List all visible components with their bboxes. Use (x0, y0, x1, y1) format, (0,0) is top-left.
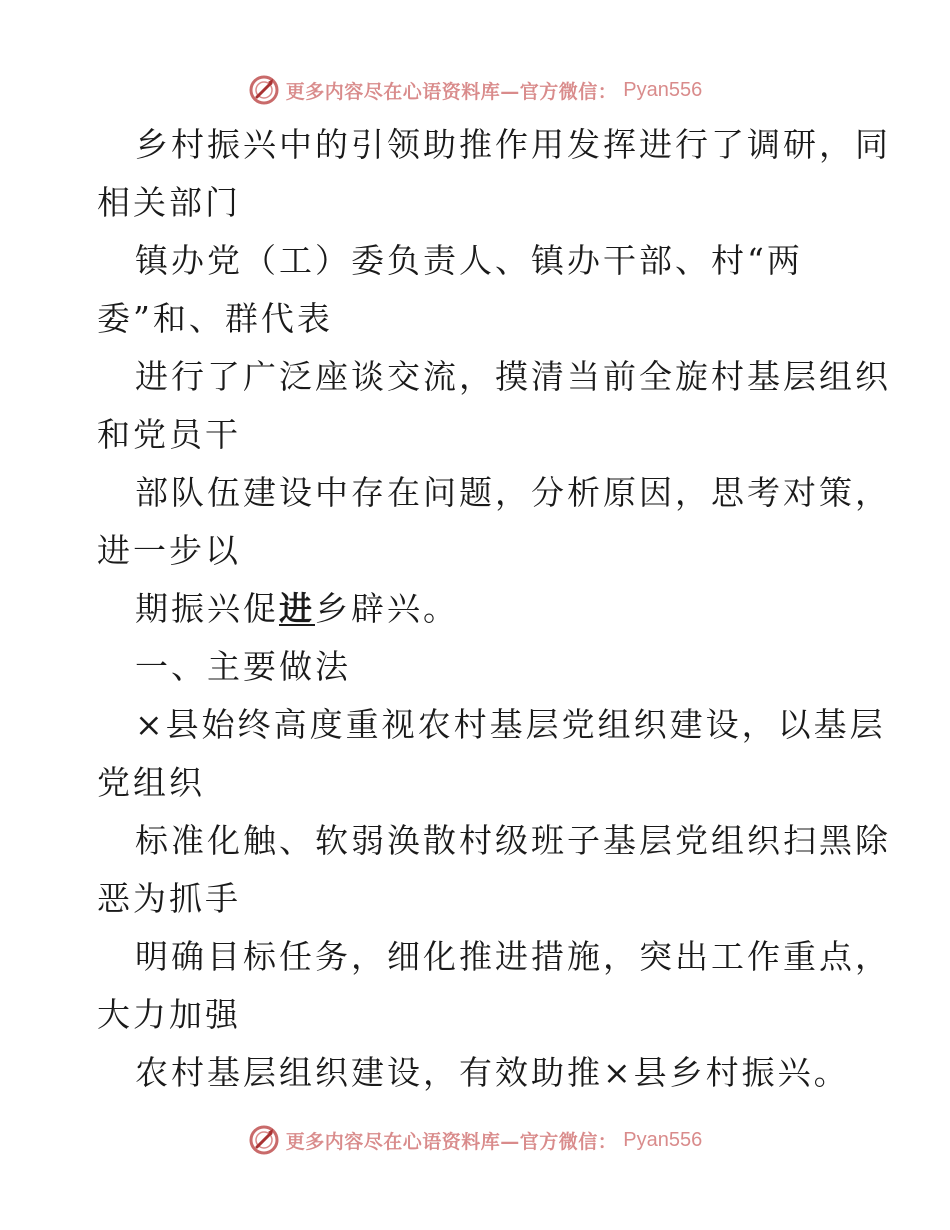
seal-logo-icon (248, 1124, 280, 1156)
text-line: 明确目标任务，细化推进措施，突出工作重点， (135, 937, 891, 976)
text-line-with-highlight (97, 580, 857, 638)
text-line: 恶为抓手 (97, 879, 241, 918)
watermark-text: 更多内容尽在心语资料库—官方微信： (285, 80, 618, 103)
text-segment: 乡辟兴。 (315, 589, 459, 628)
text-line: 委”和、群代表 (97, 299, 333, 338)
text-line: 乡村振兴中的引领助推作用发挥进行了调研，同 (135, 125, 891, 164)
seal-logo-icon (248, 74, 280, 106)
text-segment: 期振兴促 (135, 589, 279, 628)
text-line: 标准化触、软弱涣散村级班子基层党组织扫黑除 (135, 821, 891, 860)
text-line: 和党员干 (97, 415, 241, 454)
header-watermark (0, 70, 950, 110)
watermark-wechat-id: Pyan556 (623, 78, 703, 101)
text-line: 农村基层组织建设，有效助推×县乡村振兴。 (135, 1053, 850, 1092)
text-line: 进一步以 (97, 531, 241, 570)
document-body (97, 116, 891, 1102)
text-line: 部队伍建设中存在问题，分析原因，思考对策， (135, 473, 891, 512)
watermark-wechat-id: Pyan556 (623, 1128, 703, 1151)
footer-watermark (0, 1120, 950, 1160)
watermark-text: 更多内容尽在心语资料库—官方微信： (285, 1130, 618, 1153)
text-line: 镇办党（工）委负责人、镇办干部、村“两 (135, 241, 803, 280)
text-line: 进行了广泛座谈交流，摸清当前全旋村基层组织 (135, 357, 891, 396)
text-line: 大力加强 (97, 995, 241, 1034)
text-line: 党组织 (97, 763, 205, 802)
highlighted-char: 进 (279, 589, 315, 628)
text-line: 相关部门 (97, 183, 241, 222)
text-line: ×县始终高度重视农村基层党组织建设，以基层 (135, 705, 886, 744)
section-heading: 一、主要做法 (135, 647, 351, 686)
